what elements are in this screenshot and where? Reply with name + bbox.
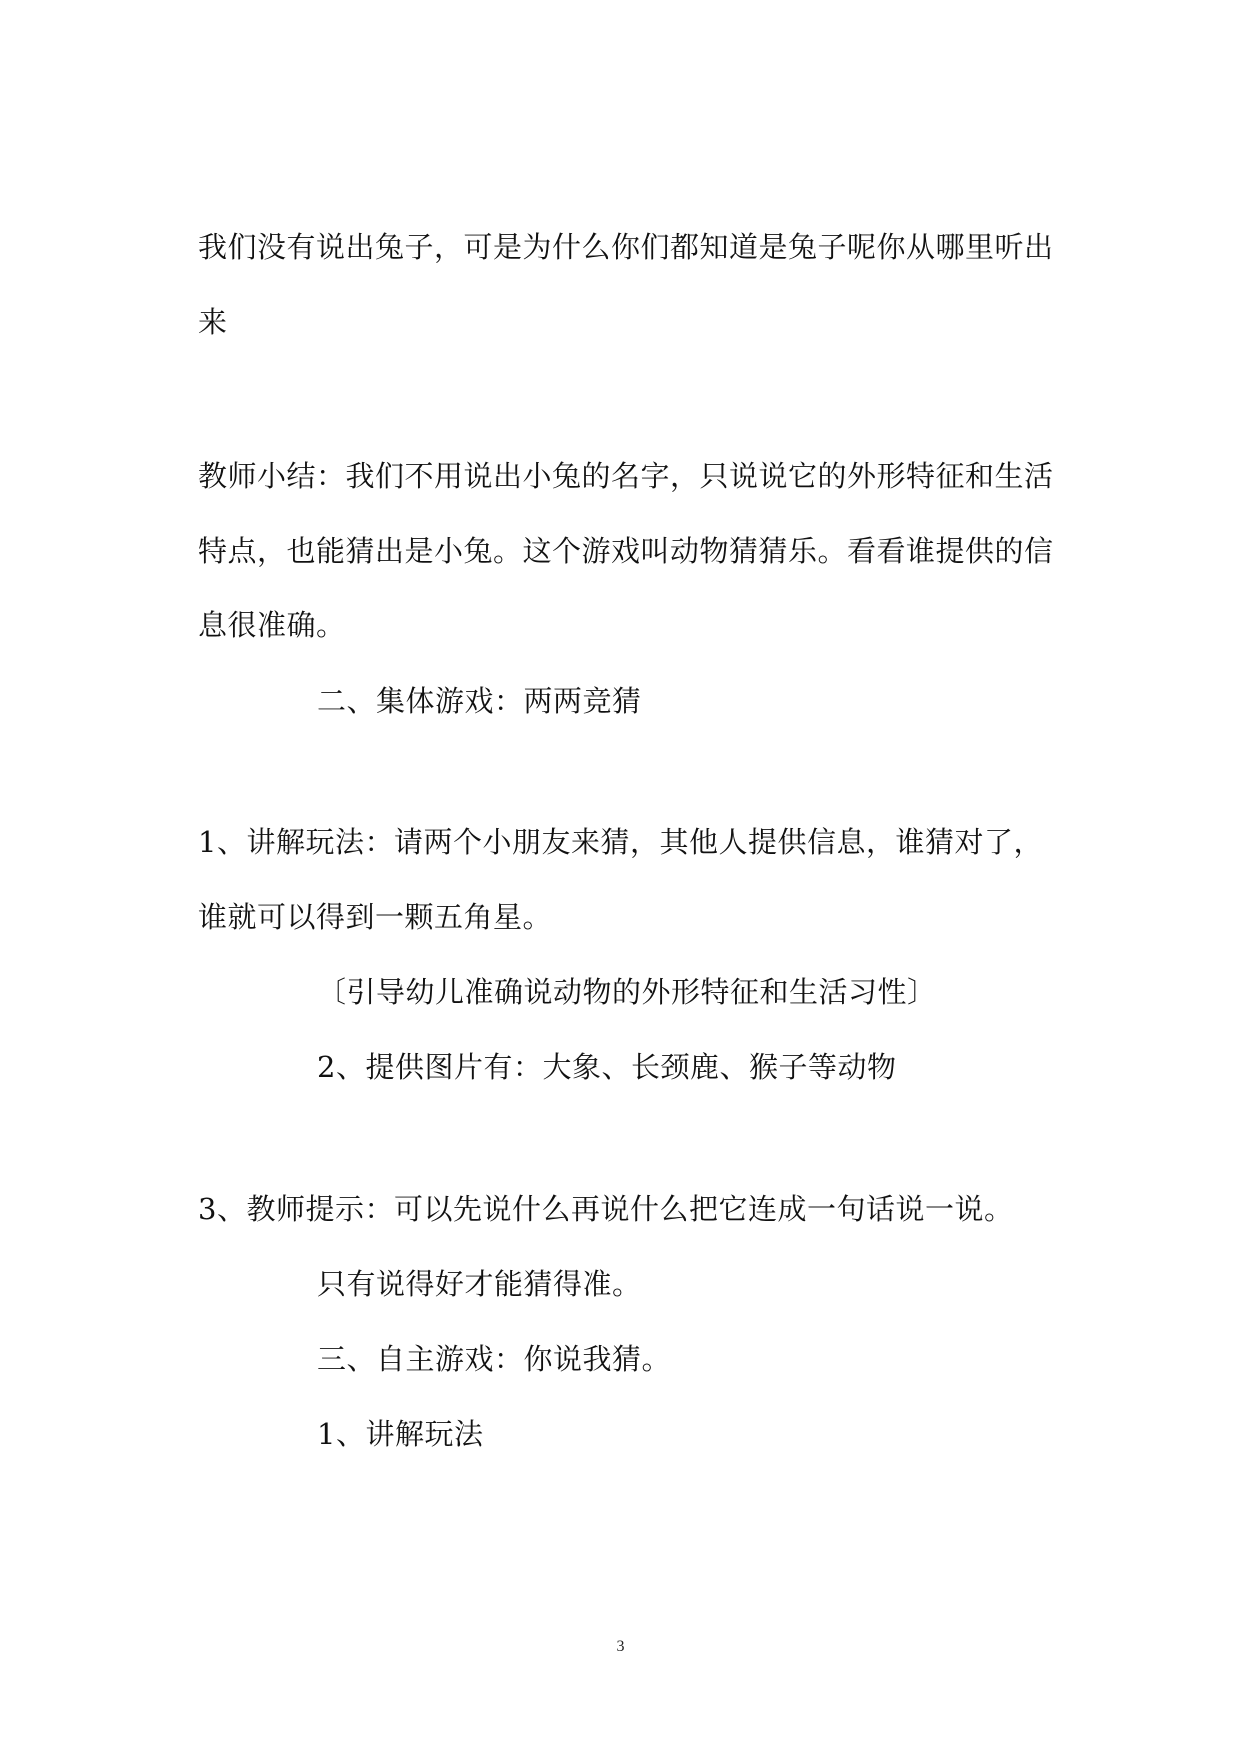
guidance-note: 〔引导幼儿准确说动物的外形特征和生活习性〕: [317, 975, 937, 1009]
paragraph-line-1: 我们没有说出兔子，可是为什么你们都知道是兔子呢你从哪里听出: [198, 230, 1054, 264]
paragraph-line-4: 特点，也能猜出是小兔。这个游戏叫动物猜猜乐。看看谁提供的信: [198, 534, 1054, 568]
paragraph-line-14: 1、讲解玩法: [317, 1417, 484, 1451]
paragraph-line-3: 教师小结：我们不用说出小兔的名字，只说说它的外形特征和生活: [198, 459, 1054, 493]
paragraph-line-11: 3、教师提示：可以先说什么再说什么把它连成一句话说一说。: [198, 1192, 1014, 1226]
paragraph-line-8: 谁就可以得到一颗五角星。: [198, 900, 553, 934]
paragraph-line-5: 息很准确。: [198, 608, 346, 642]
page-number: 3: [616, 1638, 625, 1655]
section-heading-independent-game: 三、自主游戏：你说我猜。: [317, 1342, 672, 1376]
section-heading-collective-game: 二、集体游戏：两两竞猜: [317, 684, 642, 718]
paragraph-line-12: 只有说得好才能猜得准。: [317, 1267, 642, 1301]
paragraph-line-10: 2、提供图片有：大象、长颈鹿、猴子等动物: [317, 1050, 897, 1084]
paragraph-line-2: 来: [198, 305, 228, 339]
paragraph-line-7: 1、讲解玩法：请两个小朋友来猜，其他人提供信息，谁猜对了，: [198, 825, 1043, 859]
